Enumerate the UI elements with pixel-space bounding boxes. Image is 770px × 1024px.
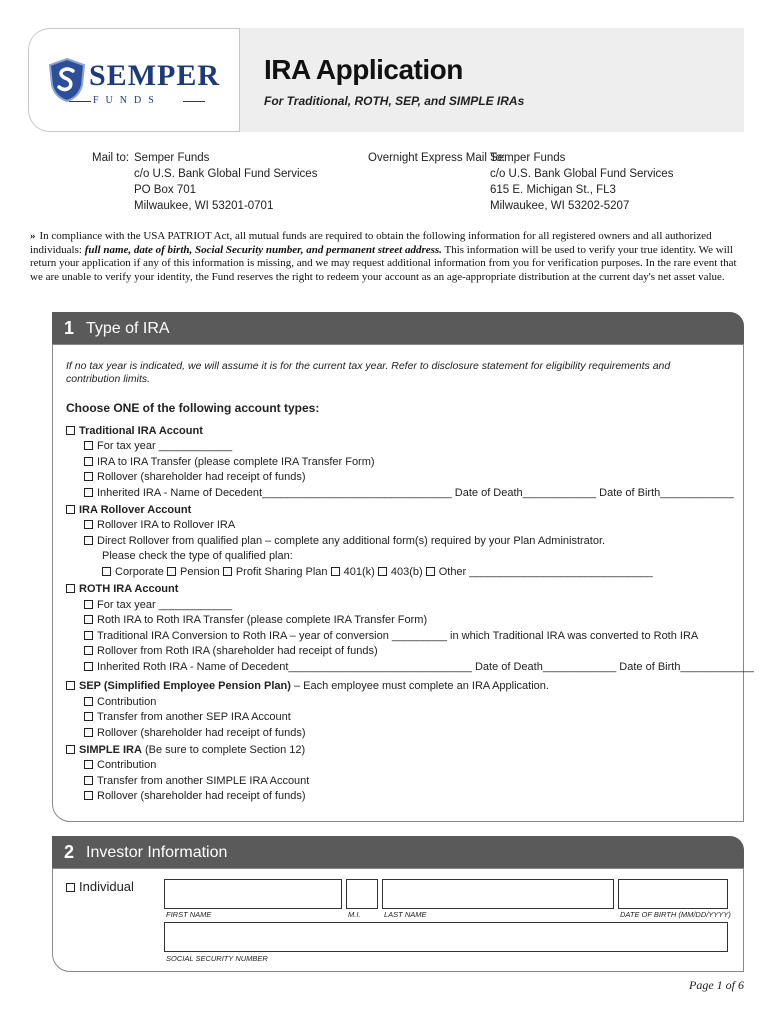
checkbox-pension[interactable] [167,567,176,576]
option-label: Rollover (shareholder had receipt of funds) [97,790,306,802]
sep-transfer[interactable] [84,710,291,724]
logo-rule-right [183,101,205,102]
notice-required-info: full name, date of birth, Social Security number, and permanent street address. [84,243,442,256]
checkbox[interactable] [84,488,93,497]
section-title: Type of IRA [86,320,170,337]
roth-tax-year[interactable] [84,598,232,612]
checkbox[interactable] [84,712,93,721]
date-of-birth-field[interactable] [618,879,728,909]
checkbox[interactable] [84,457,93,466]
notice-text: In compliance with the USA PATRIOT Act, all mutual funds are required to obtain the following information for all registered owners and all authorized individuals: [30,230,712,256]
checkbox-corporate[interactable] [102,567,111,576]
checkbox[interactable] [66,505,75,514]
choose-heading: Choose ONE of the following account types: [66,401,320,415]
checkbox[interactable] [84,472,93,481]
trad-transfer[interactable] [84,455,375,469]
shield-logo-icon [47,57,87,103]
individual-option[interactable] [66,880,134,894]
tax-year-note: If no tax year is indicated, we will assume it is for the current tax year. Refer to disclosure statement for eligibility requirements and contribution limits. [66,360,671,385]
option-label: Individual [79,879,134,894]
option-label: Traditional IRA Account [79,425,203,437]
sep-contribution[interactable] [84,695,156,709]
roth-rollover[interactable] [84,644,378,658]
checkbox[interactable] [84,646,93,655]
plan-type-options [102,565,653,579]
option-label: ROTH IRA Account [79,583,179,595]
page-number: Page 1 of 6 [689,978,744,992]
rollover-direct[interactable] [84,534,605,548]
checkbox[interactable] [84,615,93,624]
mail-line: c/o U.S. Bank Global Fund Services [134,168,318,180]
option-label: Contribution [97,696,157,708]
option-label: Traditional IRA Conversion to Roth IRA – year of conversion _________ in which Traditional IRA was converted to Roth IRA [97,630,699,642]
logo-rule-left [69,101,91,102]
logo-box [28,28,240,132]
checkbox[interactable] [84,662,93,671]
chevron-icon: » [30,230,36,242]
checkbox-401k[interactable] [331,567,340,576]
checkbox[interactable] [84,536,93,545]
last-name-field[interactable] [382,879,614,909]
plan-label: Pension [179,566,220,578]
option-label: SEP (Simplified Employee Pension Plan) [79,680,291,692]
option-sep[interactable] [66,679,549,693]
option-simple-ira[interactable] [66,743,305,757]
section-number: 1 [64,318,75,338]
simple-rollover[interactable] [84,789,306,803]
checkbox[interactable] [84,520,93,529]
page-subtitle: For Traditional, ROTH, SEP, and SIMPLE IRAs [264,94,525,108]
section-number: 2 [64,842,75,862]
checkbox[interactable] [66,681,75,690]
checkbox-other[interactable] [426,567,435,576]
option-traditional-ira[interactable] [66,424,203,438]
first-name-label: FIRST NAME [166,910,212,919]
option-label: For tax year ____________ [97,440,233,452]
section-2-header [52,836,744,868]
option-label: For tax year ____________ [97,599,233,611]
sep-rollover[interactable] [84,726,306,740]
section-1-header [52,312,744,344]
simple-transfer[interactable] [84,774,309,788]
overnight-line: Semper Funds [490,152,566,164]
simple-contribution[interactable] [84,758,156,772]
overnight-label: Overnight Express Mail To: [368,152,506,164]
notice-text-rest: This information will be used to verify your true identity. We will return your application if any of this information is missing, and we may request additional information from you for verification purposes. In the rare event that we are unable to verify your identity, the Fund reserves the right to redeem your account as an age-appropriate distribution at the current day's net asset value. [30,243,737,283]
option-label: Transfer from another SIMPLE IRA Account [97,775,310,787]
option-description: – Each employee must complete an IRA Application. [290,680,549,692]
page-title: IRA Application [264,54,463,85]
option-label: IRA to IRA Transfer (please complete IRA Transfer Form) [97,456,375,468]
roth-inherited[interactable] [84,660,754,674]
roth-transfer[interactable] [84,613,427,627]
plan-label: Other ______________________________ [438,566,653,578]
checkbox-profit-sharing[interactable] [223,567,232,576]
option-label: Rollover from Roth IRA (shareholder had receipt of funds) [97,645,378,657]
plan-label: 401(k) [343,566,375,578]
option-label: Rollover (shareholder had receipt of funds) [97,471,306,483]
checkbox[interactable] [84,791,93,800]
checkbox[interactable] [84,600,93,609]
checkbox[interactable] [66,883,75,892]
option-label: SIMPLE IRA [79,744,142,756]
checkbox[interactable] [84,776,93,785]
trad-inherited[interactable] [84,486,734,500]
option-label: Direct Rollover from qualified plan – complete any additional form(s) required by your Plan Administrator. [97,535,606,547]
option-roth-ira[interactable] [66,582,178,596]
title-band [240,28,744,132]
checkbox[interactable] [66,426,75,435]
ssn-field[interactable] [164,922,728,952]
first-name-field[interactable] [164,879,342,909]
mail-to-address [134,150,317,214]
option-label: Transfer from another SEP IRA Account [97,711,291,723]
overnight-line: Milwaukee, WI 53202-5207 [490,200,630,212]
patriot-act-notice [30,230,742,284]
option-description: (Be sure to complete Section 12) [141,744,306,756]
checkbox[interactable] [66,745,75,754]
option-label: Rollover IRA to Rollover IRA [97,519,236,531]
overnight-address [490,150,673,214]
trad-tax-year[interactable] [84,439,232,453]
option-label: Roth IRA to Roth IRA Transfer (please complete IRA Transfer Form) [97,614,428,626]
plan-label: Corporate [115,566,164,578]
mail-line: Semper Funds [134,152,210,164]
checkbox[interactable] [84,631,93,640]
option-ira-rollover[interactable] [66,503,191,517]
option-label: Inherited Roth IRA - Name of Decedent______________________________ Date of Death____________ Date of Birth____________ [97,661,754,673]
checkbox[interactable] [84,697,93,706]
middle-initial-field[interactable] [346,879,378,909]
mail-line: Milwaukee, WI 53201-0701 [134,200,274,212]
roth-conversion[interactable] [84,629,698,643]
ssn-label: SOCIAL SECURITY NUMBER [166,954,268,963]
plan-type-prompt: Please check the type of qualified plan: [102,550,293,562]
logo-subtitle: FUNDS [93,95,161,106]
checkbox[interactable] [66,584,75,593]
last-name-label: LAST NAME [384,910,427,919]
mail-line: PO Box 701 [134,184,197,196]
rollover-ira-to-ira[interactable] [84,518,235,532]
checkbox[interactable] [84,441,93,450]
date-of-birth-label: DATE OF BIRTH (MM/DD/YYYY) [620,910,731,919]
checkbox[interactable] [84,728,93,737]
option-label: Contribution [97,759,157,771]
checkbox-403b[interactable] [378,567,387,576]
overnight-line: 615 E. Michigan St., FL3 [490,184,616,196]
middle-initial-label: M.I. [348,910,361,919]
option-label: IRA Rollover Account [79,504,192,516]
option-label: Rollover (shareholder had receipt of funds) [97,727,306,739]
plan-label: 403(b) [390,566,423,578]
checkbox[interactable] [84,760,93,769]
plan-label: Profit Sharing Plan [235,566,328,578]
overnight-line: c/o U.S. Bank Global Fund Services [490,168,674,180]
mail-to-label: Mail to: [92,152,130,164]
trad-rollover[interactable] [84,470,306,484]
section-title: Investor Information [86,844,228,861]
logo-wordmark: SEMPER [89,59,221,92]
option-label: Inherited IRA - Name of Decedent_______________________________ Date of Death____________ Date of Birth____________ [97,487,734,499]
